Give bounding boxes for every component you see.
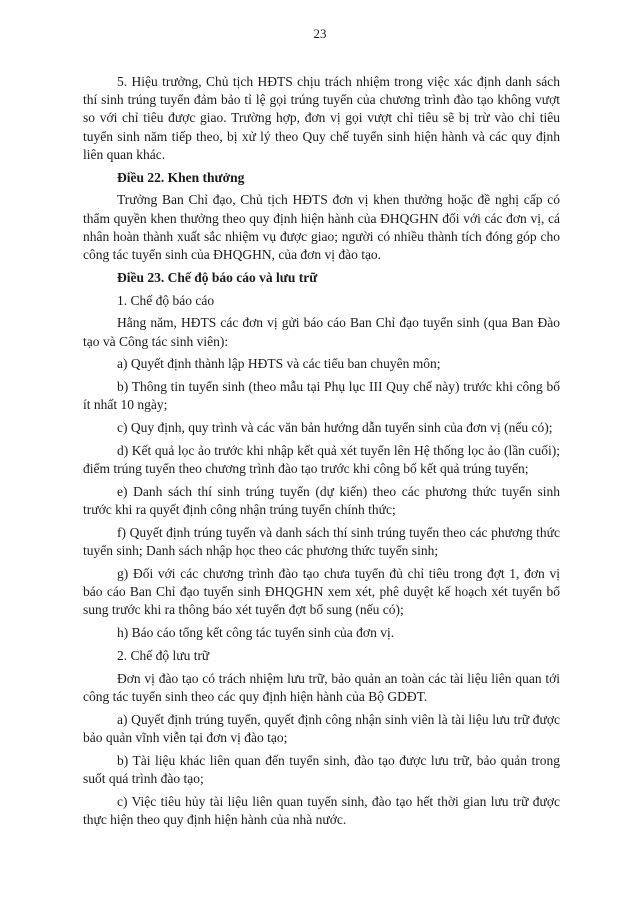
article-22-body: Trưởng Ban Chỉ đạo, Chủ tịch HĐTS đơn vị khen thưởng hoặc đề nghị cấp có thẩm quyền khen thưởng theo quy định hiện hành của ĐHQGHN đối với các đơn vị, cá nhân hoàn thành xuất sắc nhiệm vụ được giao; người có nhiều thành tích đóng góp cho công tác tuyển sinh của ĐHQGHN, của đơn vị đào tạo. [83,192,560,263]
archiving-item-b: b) Tài liệu khác liên quan đến tuyển sinh, đào tạo được lưu trữ, bảo quản trong suốt quá trình đào tạo; [83,752,560,786]
reporting-item-d: d) Kết quả lọc ảo trước khi nhập kết quả xét tuyển lên Hệ thống lọc ảo (lần cuối); điểm trúng tuyển theo chương trình đào tạo trước khi công bố kết quả trúng tuyển; [83,443,560,477]
reporting-item-e: e) Danh sách thí sinh trúng tuyển (dự kiến) theo các phương thức tuyển sinh trước khi ra quyết định công nhận trúng tuyển chính thức; [83,484,560,518]
reporting-item-g: g) Đối với các chương trình đào tạo chưa tuyển đủ chỉ tiêu trong đợt 1, đơn vị báo cáo Ban Chỉ đạo tuyển sinh ĐHQGHN xem xét, phê duyệt kế hoạch xét tuyển bổ sung trước khi ra thông báo xét tuyển đợt bổ sung (nếu có); [83,566,560,618]
page-number: 23 [313,26,327,41]
reporting-item-a: a) Quyết định thành lập HĐTS và các tiểu ban chuyên môn; [117,356,441,372]
paragraph-item-5: 5. Hiệu trưởng, Chủ tịch HĐTS chịu trách nhiệm trong việc xác định danh sách thí sinh trúng tuyển đảm bảo tỉ lệ gọi trúng tuyển của chương trình đào tạo không vượt so với chỉ tiêu được giao. Trường hợp, đơn vị gọi vượt chỉ tiêu sẽ bị trừ vào chỉ tiêu tuyển sinh năm tiếp theo, bị xử lý theo Quy chế tuyển sinh hiện hành và các quy định liên quan khác. [83,74,560,162]
document-body [83,73,560,834]
section-reporting-title: 1. Chế độ báo cáo [117,292,215,308]
reporting-item-h: h) Báo cáo tổng kết công tác tuyển sinh của đơn vị. [117,625,395,641]
reporting-intro: Hằng năm, HĐTS các đơn vị gửi báo cáo Ban Chỉ đạo tuyển sinh (qua Ban Đào tạo và Công tác sinh viên): [83,315,560,349]
reporting-item-c: c) Quy định, quy trình và các văn bản hướng dẫn tuyển sinh của đơn vị (nếu có); [117,420,553,436]
reporting-item-f: f) Quyết định trúng tuyển và danh sách thí sinh trúng tuyển theo các phương thức tuyển sinh; Danh sách nhập học theo các phương thức tuyển sinh; [83,525,560,559]
section-archiving-title: 2. Chế độ lưu trữ [117,648,210,663]
archiving-intro: Đơn vị đào tạo có trách nhiệm lưu trữ, bảo quản an toàn các tài liệu liên quan tới công tác tuyển sinh theo các quy định hiện hành của Bộ GDĐT. [83,670,560,704]
article-22-heading: Điều 22. Khen thưởng [117,169,245,185]
reporting-item-b: b) Thông tin tuyển sinh (theo mẫu tại Phụ lục III Quy chế này) trước khi công bố ít nhất 10 ngày; [83,379,560,413]
archiving-item-c: c) Việc tiêu hủy tài liệu liên quan tuyển sinh, đào tạo hết thời gian lưu trữ được thực hiện theo quy định hiện hành của nhà nước. [83,793,560,827]
archiving-item-a: a) Quyết định trúng tuyển, quyết định công nhận sinh viên là tài liệu lưu trữ được bảo quản vĩnh viễn tại đơn vị đào tạo; [83,711,560,745]
article-23-heading: Điều 23. Chế độ báo cáo và lưu trữ [117,269,318,285]
